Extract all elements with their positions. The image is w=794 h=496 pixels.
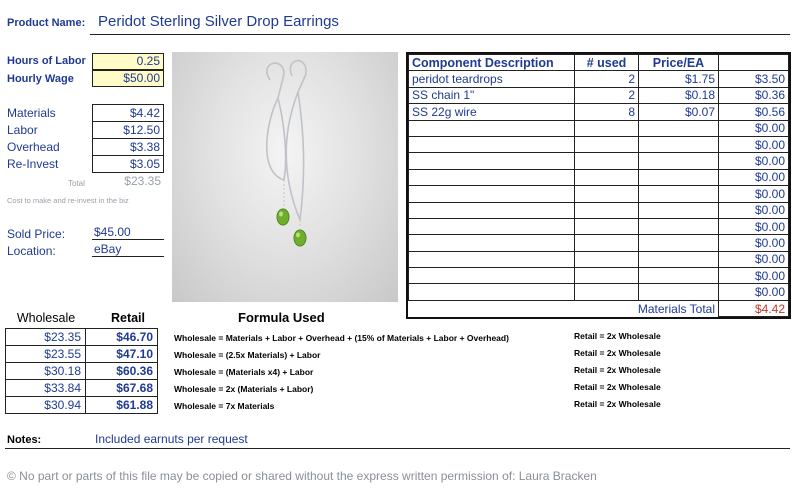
component-used[interactable]: 8	[575, 104, 639, 120]
pricing-row	[6, 397, 158, 414]
formula-row	[174, 396, 734, 413]
component-price[interactable]	[639, 153, 719, 169]
wholesale-formula: Wholesale = (Materials x4) + Labor	[174, 367, 314, 377]
wholesale-header: Wholesale	[16, 311, 76, 325]
component-price[interactable]	[639, 169, 719, 185]
col-used: # used	[575, 55, 639, 71]
retail-value: $46.70	[86, 329, 158, 346]
component-description[interactable]	[409, 284, 575, 300]
wholesale-value: $23.55	[6, 346, 86, 363]
component-used[interactable]	[575, 251, 639, 267]
component-line-total: $0.56	[719, 104, 789, 120]
component-used[interactable]	[575, 284, 639, 300]
component-row	[409, 284, 789, 300]
total-value: $23.35	[124, 174, 161, 188]
component-used[interactable]	[575, 218, 639, 234]
component-used[interactable]	[575, 268, 639, 284]
wholesale-formula: Wholesale = Materials + Labor + Overhead + (15% of Materials + Labor + Overhead)	[174, 333, 509, 343]
wage-label: Hourly Wage	[7, 73, 74, 85]
wholesale-value: $23.35	[6, 329, 86, 346]
wholesale-formula: Wholesale = 7x Materials	[174, 401, 275, 411]
component-row	[409, 71, 789, 87]
copyright-text: © No part or parts of this file may be copied or shared without the express written permission of: Laura Bracken	[7, 469, 597, 483]
component-used[interactable]	[575, 186, 639, 202]
component-row	[409, 268, 789, 284]
component-price[interactable]	[639, 120, 719, 136]
component-used[interactable]	[575, 136, 639, 152]
component-line-total: $0.00	[719, 153, 789, 169]
component-line-total: $0.00	[719, 268, 789, 284]
formula-list	[174, 328, 734, 413]
retail-value: $61.88	[86, 397, 158, 414]
component-row	[409, 120, 789, 136]
wholesale-value: $33.84	[6, 380, 86, 397]
component-description[interactable]	[409, 153, 575, 169]
product-photo	[172, 52, 398, 302]
component-line-total: $0.00	[719, 202, 789, 218]
wage-input[interactable]: $50.00	[92, 70, 164, 87]
reinvest-value: $3.05	[129, 157, 160, 171]
component-row	[409, 104, 789, 120]
component-row	[409, 136, 789, 152]
component-description[interactable]	[409, 136, 575, 152]
component-price[interactable]	[639, 251, 719, 267]
component-row	[409, 251, 789, 267]
materials-total-value: $4.42	[719, 300, 789, 316]
materials-value: $4.42	[93, 105, 163, 122]
pricing-table	[5, 328, 158, 414]
components-table	[408, 54, 789, 317]
component-description[interactable]	[409, 186, 575, 202]
component-description[interactable]	[409, 268, 575, 284]
component-line-total: $0.00	[719, 136, 789, 152]
component-used[interactable]	[575, 202, 639, 218]
component-row	[409, 218, 789, 234]
component-description[interactable]: SS chain 1"	[409, 87, 575, 103]
notes-underline	[5, 448, 790, 449]
pricing-table-frame	[5, 328, 158, 414]
earrings-illustration	[172, 52, 398, 302]
pricing-row	[6, 380, 158, 397]
notes-label: Notes:	[7, 434, 42, 446]
col-description: Component Description	[409, 55, 575, 71]
product-name-value[interactable]: Peridot Sterling Silver Drop Earrings	[98, 13, 339, 30]
cost-note: Cost to make and re-invest in the biz	[7, 196, 129, 205]
component-used[interactable]	[575, 169, 639, 185]
component-row	[409, 169, 789, 185]
component-row	[409, 186, 789, 202]
wholesale-formula: Wholesale = (2.5x Materials) + Labor	[174, 350, 321, 360]
formula-row	[174, 328, 734, 345]
component-description[interactable]	[409, 218, 575, 234]
col-line-total	[719, 55, 789, 71]
component-description[interactable]	[409, 120, 575, 136]
location-label: Location:	[7, 244, 56, 258]
component-price[interactable]: $0.07	[639, 104, 719, 120]
retail-formula: Retail = 2x Wholesale	[574, 399, 661, 409]
costs-box	[92, 104, 164, 173]
component-price[interactable]	[639, 136, 719, 152]
component-price[interactable]	[639, 235, 719, 251]
wholesale-formula: Wholesale = 2x (Materials + Labor)	[174, 384, 314, 394]
pricing-row	[6, 346, 158, 363]
sold-label: Sold Price:	[7, 227, 66, 241]
component-used[interactable]	[575, 153, 639, 169]
retail-value: $67.68	[86, 380, 158, 397]
component-description[interactable]	[409, 235, 575, 251]
wholesale-value: $30.94	[6, 397, 86, 414]
component-line-total: $0.00	[719, 120, 789, 136]
labor-value: $12.50	[93, 122, 163, 139]
retail-formula: Retail = 2x Wholesale	[574, 382, 661, 392]
wholesale-value: $30.18	[6, 363, 86, 380]
component-row	[409, 87, 789, 103]
component-row	[409, 202, 789, 218]
component-line-total: $0.00	[719, 218, 789, 234]
materials-total-label: Materials Total	[409, 300, 719, 316]
component-line-total: $0.36	[719, 87, 789, 103]
sold-value[interactable]: $45.00	[92, 225, 164, 240]
component-used[interactable]	[575, 235, 639, 251]
notes-value[interactable]: Included earnuts per request	[95, 432, 248, 446]
component-price[interactable]	[639, 186, 719, 202]
materials-label: Materials	[7, 106, 56, 120]
component-price[interactable]	[639, 284, 719, 300]
col-price-each: Price/EA	[639, 55, 719, 71]
component-line-total: $0.00	[719, 235, 789, 251]
component-used[interactable]: 2	[575, 87, 639, 103]
component-line-total: $0.00	[719, 169, 789, 185]
location-value[interactable]: eBay	[92, 242, 164, 257]
formula-row	[174, 379, 734, 396]
formula-row	[174, 362, 734, 379]
component-line-total: $0.00	[719, 186, 789, 202]
component-description[interactable]: peridot teardrops	[409, 71, 575, 87]
retail-formula: Retail = 2x Wholesale	[574, 365, 661, 375]
retail-header: Retail	[110, 311, 146, 325]
retail-formula: Retail = 2x Wholesale	[574, 331, 661, 341]
overhead-label: Overhead	[7, 140, 60, 154]
components-table-frame	[406, 52, 791, 319]
component-used[interactable]: 2	[575, 71, 639, 87]
hours-label: Hours of Labor	[7, 55, 86, 67]
component-line-total: $0.00	[719, 251, 789, 267]
component-description[interactable]	[409, 202, 575, 218]
pricing-row	[6, 363, 158, 380]
hours-input[interactable]: 0.25	[92, 53, 164, 70]
component-row	[409, 235, 789, 251]
component-price[interactable]	[639, 202, 719, 218]
pricing-row	[6, 329, 158, 346]
component-used[interactable]	[575, 120, 639, 136]
retail-formula: Retail = 2x Wholesale	[574, 348, 661, 358]
reinvest-label: Re-Invest	[7, 157, 59, 171]
component-price[interactable]	[639, 268, 719, 284]
product-name-label: Product Name:	[7, 17, 86, 29]
component-description[interactable]	[409, 251, 575, 267]
formula-header: Formula Used	[238, 310, 325, 325]
retail-value: $47.10	[86, 346, 158, 363]
retail-value: $60.36	[86, 363, 158, 380]
component-price[interactable]	[639, 218, 719, 234]
header-underline	[90, 34, 790, 35]
component-line-total: $3.50	[719, 71, 789, 87]
component-row	[409, 153, 789, 169]
overhead-value: $3.38	[93, 139, 163, 156]
component-price[interactable]: $1.75	[639, 71, 719, 87]
labor-label: Labor	[7, 123, 38, 137]
total-label: Total	[68, 179, 85, 188]
component-line-total: $0.00	[719, 284, 789, 300]
component-price[interactable]: $0.18	[639, 87, 719, 103]
component-description[interactable]	[409, 169, 575, 185]
component-description[interactable]: SS 22g wire	[409, 104, 575, 120]
formula-row	[174, 345, 734, 362]
